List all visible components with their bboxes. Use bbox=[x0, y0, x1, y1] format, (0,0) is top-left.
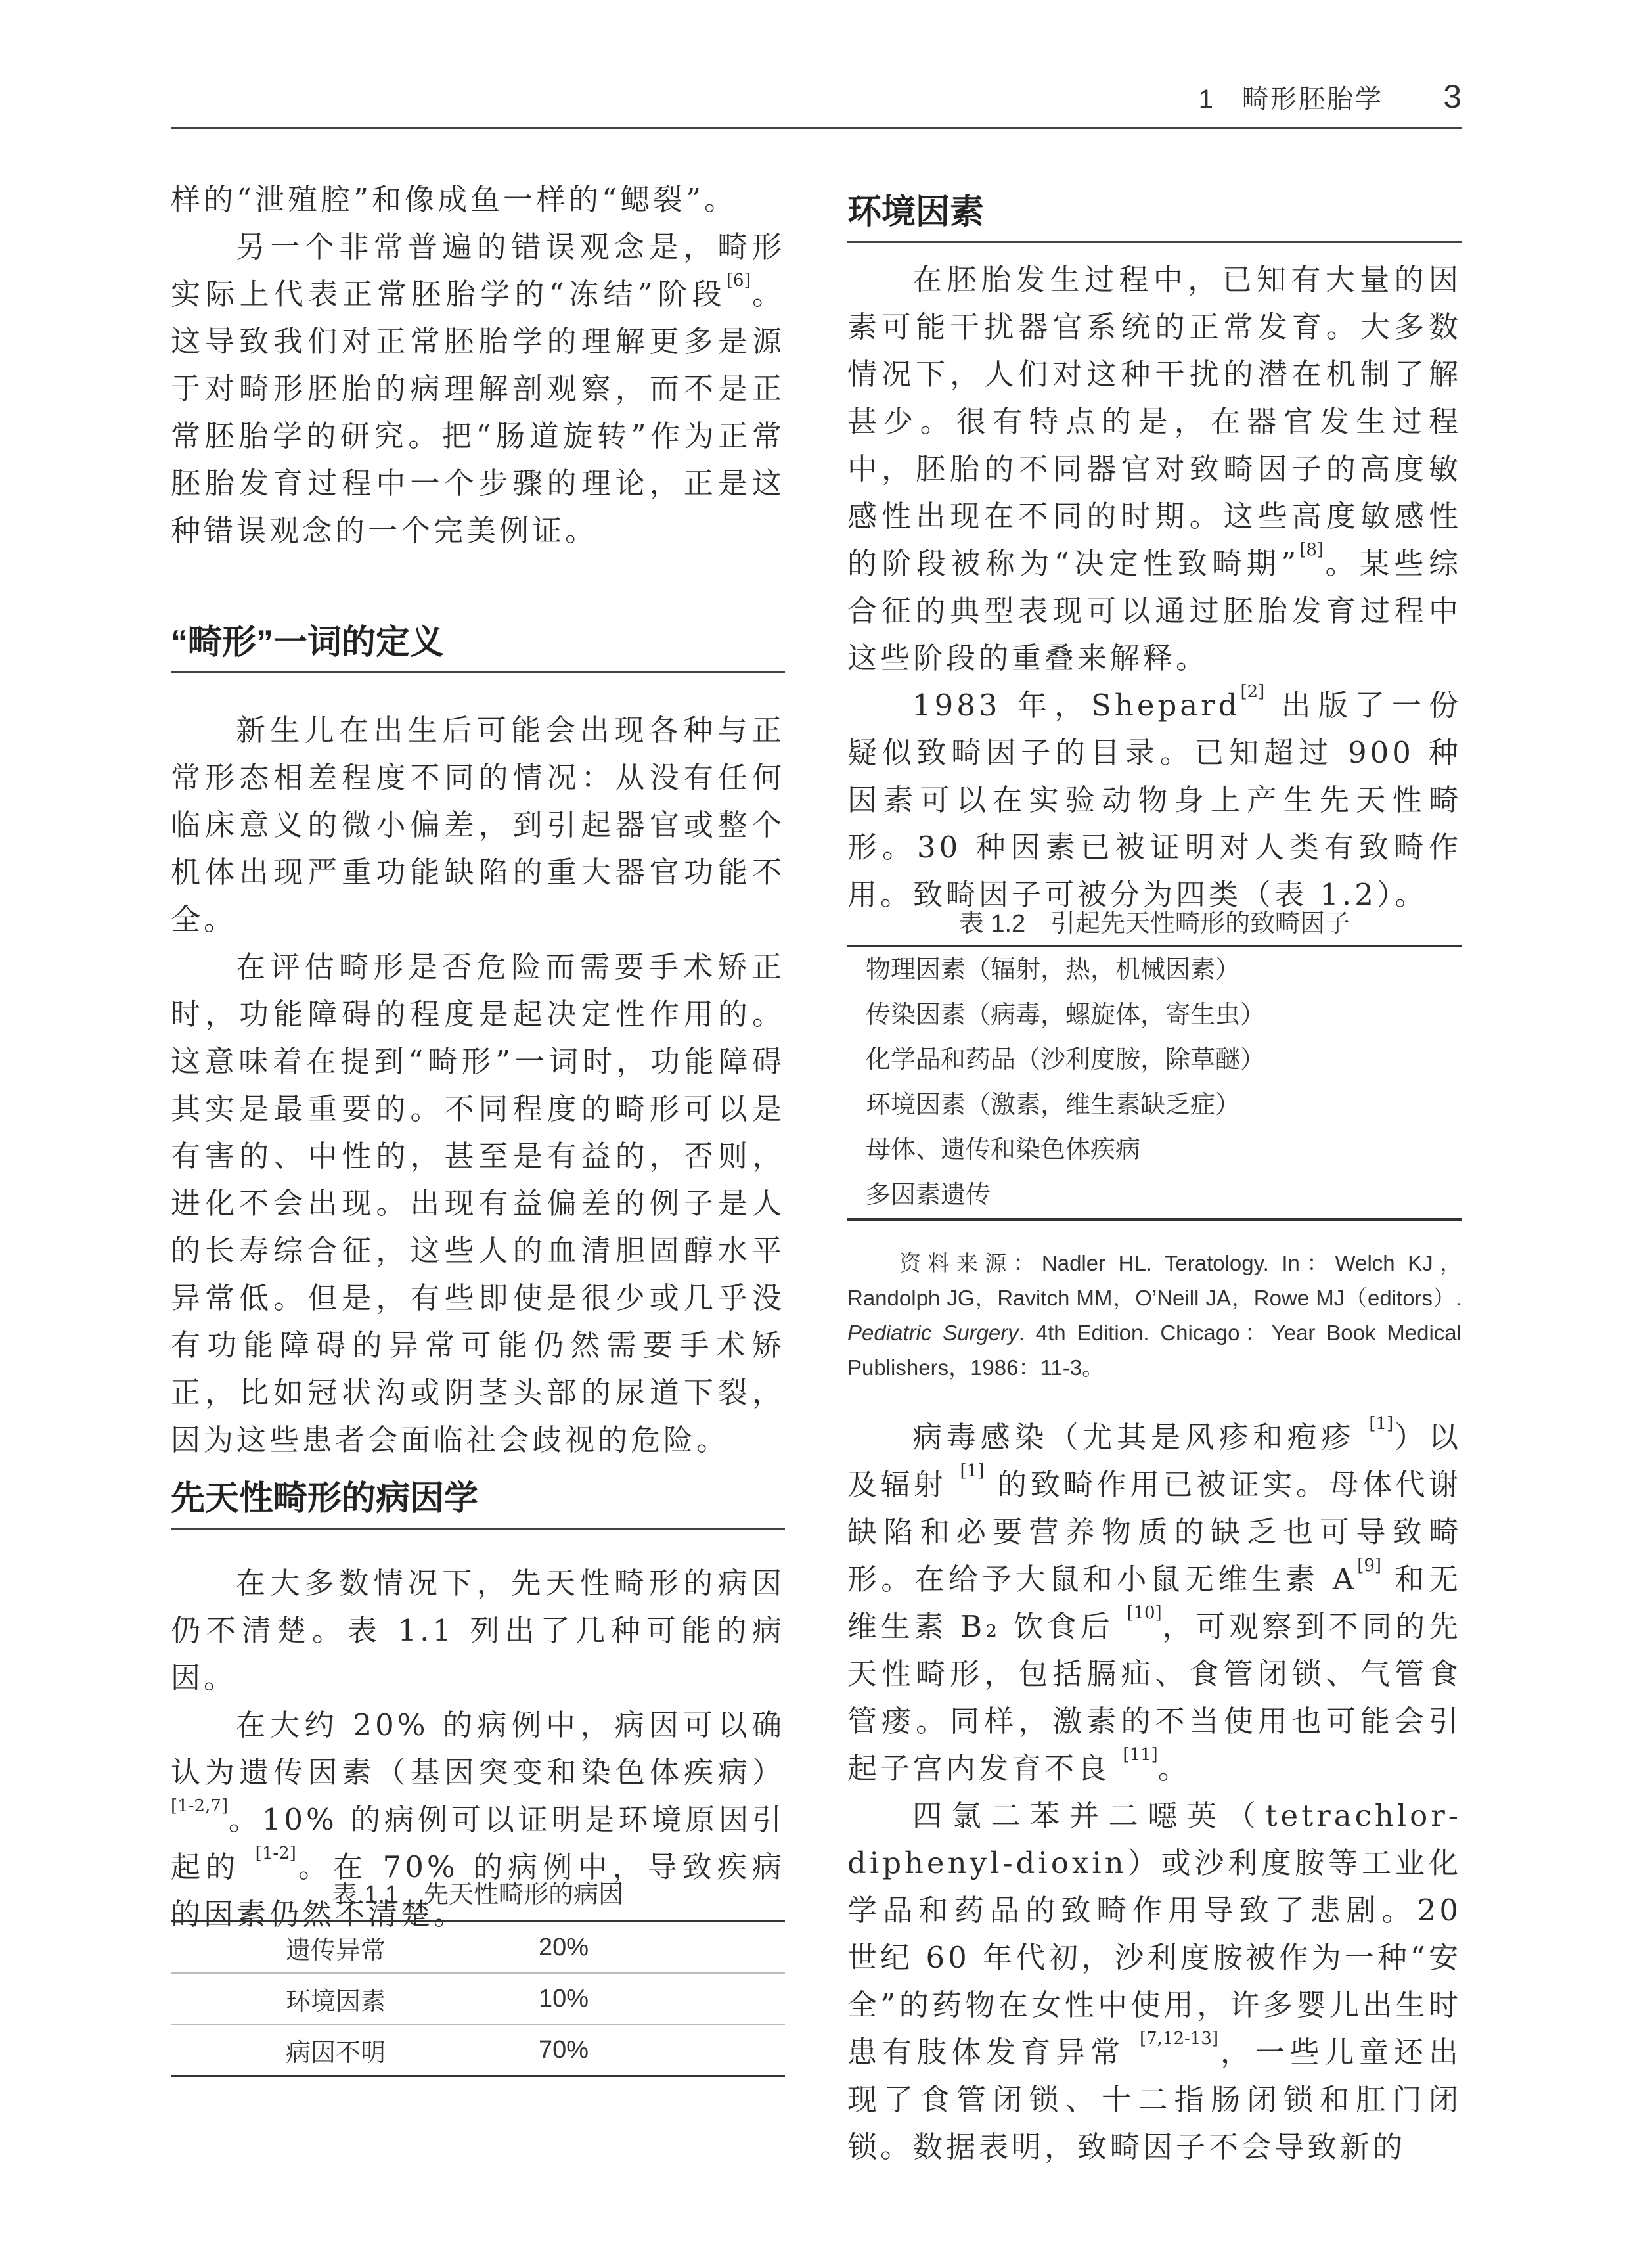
paragraph: 在大多数情况下，先天性畸形的病因仍不清楚。表 1.1 列出了几种可能的病因。 bbox=[171, 1566, 785, 1695]
table-row: 环境因素（激素，维生素缺乏症） bbox=[866, 1091, 1241, 1119]
citation-ref: [1] bbox=[1369, 1414, 1394, 1434]
percent-cell: 10% bbox=[539, 1984, 589, 2012]
citation-ref: [1-2,7] bbox=[171, 1796, 228, 1816]
environment-body-continued bbox=[847, 1414, 1462, 2171]
percent-cell: 70% bbox=[539, 2035, 589, 2064]
paragraph: 四氯二苯并二噁英（tetrachlor-diphenyl-dioxin）或沙利度胺等工业化学品和药品的致畸作用导致了悲剧。20 世纪 60 年代初，沙利度胺被作为一种“安全”的药物在女性中使用，许多婴儿出生时患有肢体发育异常 [7,12-13]，一些儿童还出现了食管闭锁、十二指肠闭锁和肛门闭锁。数据表明，致畸因子不会导致新的 bbox=[847, 1798, 1462, 2164]
citation-ref: [7,12-13] bbox=[1139, 2029, 1219, 2049]
citation-ref: [1-2] bbox=[255, 1844, 296, 1863]
table-row: 母体、遗传和染色体疾病 bbox=[866, 1136, 1141, 1164]
percent-cell: 20% bbox=[539, 1933, 589, 1961]
table-2-source bbox=[847, 1246, 1462, 1385]
section-heading-etiology: 先天性畸形的病因学 bbox=[171, 1470, 785, 1530]
table-row: 化学品和药品（沙利度胺，除草醚） bbox=[866, 1046, 1266, 1074]
table-2-caption: 表 1.2 引起先天性畸形的致畸因子 bbox=[958, 910, 1350, 938]
cause-cell: 环境因素 bbox=[286, 1987, 386, 2016]
table-row bbox=[171, 1922, 785, 1972]
table-2 bbox=[847, 945, 1462, 1221]
header-rule bbox=[171, 127, 1462, 129]
paragraph: 新生儿在出生后可能会出现各种与正常形态相差程度不同的情况：从没有任何临床意义的微小偏差，到引起器官或整个机体出现严重功能缺陷的重大器官功能不全。 bbox=[171, 713, 785, 937]
source-text: . 4th Edition. Chicago：Year Book Medical Publishers，1986：11-3。 bbox=[847, 1321, 1462, 1380]
citation-ref: [11] bbox=[1123, 1745, 1158, 1765]
chapter-number: 1 bbox=[1198, 85, 1215, 114]
source-journal: Pediatric Surgery bbox=[847, 1321, 1019, 1345]
paragraph: 1983 年，Shepard[2] 出版了一份疑似致畸因子的目录。已知超过 900 种因素可以在实验动物身上产生先天性畸形。30 种因素已被证明对人类有致畸作用。致畸因子可被分为四类（表 1.2）。 bbox=[847, 682, 1462, 912]
cause-cell: 病因不明 bbox=[286, 2039, 386, 2067]
citation-ref: [2] bbox=[1240, 682, 1265, 702]
table-row: 传染因素（病毒，螺旋体，寄生虫） bbox=[866, 1001, 1266, 1029]
table-1 bbox=[171, 1920, 785, 2077]
table-1-caption: 表 1.1 先天性畸形的病因 bbox=[332, 1881, 624, 1909]
section-environment-body bbox=[847, 256, 1462, 919]
page-number: 3 bbox=[1443, 78, 1462, 115]
source-label: 资料来源： bbox=[899, 1251, 1042, 1275]
table-row bbox=[171, 1972, 785, 2024]
citation-ref: [9] bbox=[1357, 1556, 1382, 1576]
section-definition-body bbox=[171, 707, 785, 1464]
source-text: Nadler HL. Teratology. In：Welch KJ，Randolph JG，Ravitch MM，O’Neill JA，Rowe MJ（editors）. bbox=[847, 1251, 1462, 1310]
paragraph: 在评估畸形是否危险而需要手术矫正时，功能障碍的程度是起决定性作用的。这意味着在提到“畸形”一词时，功能障碍其实是最重要的。不同程度的畸形可以是有害的、中性的，甚至是有益的，否则，进化不会出现。出现有益偏差的例子是人的长寿综合征，这些人的血清胆固醇水平异常低。但是，有些即使是很少或几乎没有功能障碍的异常可能仍然需要手术矫正，比如冠状沟或阴茎头部的尿道下裂，因为这些患者会面临社会歧视的危险。 bbox=[171, 949, 785, 1457]
cause-cell: 遗传异常 bbox=[286, 1936, 386, 1964]
citation-ref: [10] bbox=[1127, 1603, 1162, 1623]
table-row: 多因素遗传 bbox=[866, 1181, 991, 1209]
citation-ref: [1] bbox=[960, 1461, 985, 1481]
table-row bbox=[171, 2024, 785, 2075]
paragraph: 在大约 20% 的病例中，病因可以确认为遗传因素（基因突变和染色体疾病）[1-2,7]。10% 的病例可以证明是环境原因引起的 [1-2]。在 70% 的病例中，导致疾病的因素仍然不清楚。 bbox=[171, 1708, 785, 1932]
section-heading-environment: 环境因素 bbox=[847, 184, 1462, 243]
paragraph: 另一个非常普遍的错误观念是，畸形实际上代表正常胚胎学的“冻结”阶段[6]。这导致我们对正常胚胎学的理解更多是源于对畸形胚胎的病理解剖观察，而不是正常胚胎学的研究。把“肠道旋转”作为正常胚胎发育过程中一个步骤的理论，正是这种错误观念的一个完美例证。 bbox=[171, 229, 785, 548]
section-heading-definition: “畸形”一词的定义 bbox=[171, 614, 785, 673]
paragraph: 在胚胎发生过程中，已知有大量的因素可能干扰器官系统的正常发育。大多数情况下，人们对这种干扰的潜在机制了解甚少。很有特点的是，在器官发生过程中，胚胎的不同器官对致畸因子的高度敏感性出现在不同的时期。这些高度敏感性的阶段被称为“决定性致畸期”[8]。某些综合征的典型表现可以通过胚胎发育过程中这些阶段的重叠来解释。 bbox=[847, 262, 1462, 675]
citation-ref: [8] bbox=[1299, 540, 1324, 560]
table-row: 物理因素（辐射，热，机械因素） bbox=[866, 956, 1241, 984]
intro-text bbox=[171, 176, 785, 555]
chapter-title: 畸形胚胎学 bbox=[1242, 85, 1384, 114]
citation-ref: [6] bbox=[726, 271, 751, 290]
paragraph: 病毒感染（尤其是风疹和疱疹 [1]）以及辐射 [1] 的致畸作用已被证实。母体代谢缺陷和必要营养物质的缺乏也可导致畸形。在给予大鼠和小鼠无维生素 A[9] 和无维生素 B₂ 饮食后 [10]，可观察到不同的先天性畸形，包括膈疝、食管闭锁、气管食管瘘。同样，激素的不当使用也可能会引起子宫内发育不良 [11]。 bbox=[847, 1414, 1462, 1786]
running-header bbox=[1199, 78, 1462, 116]
paragraph: 样的“泄殖腔”和像成鱼一样的“鳃裂”。 bbox=[171, 182, 738, 217]
